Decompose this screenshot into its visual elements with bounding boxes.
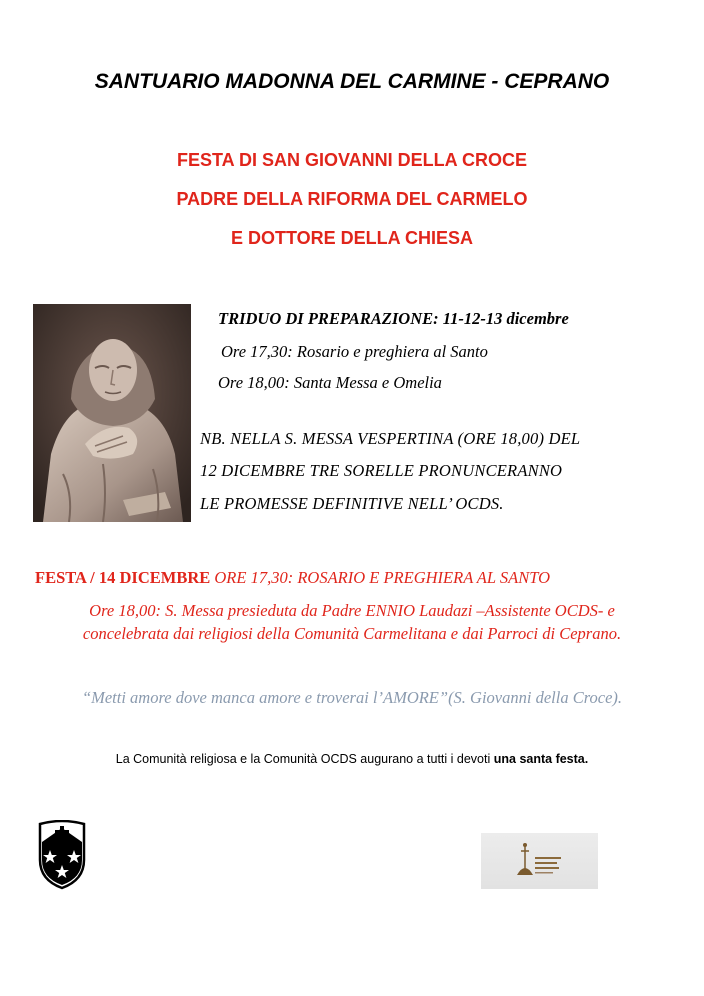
festa-heading-line2: PADRE DELLA RIFORMA DEL CARMELO (176, 189, 528, 209)
festa-day-rosary: ORE 17,30: ROSARIO E PREGHIERA AL SANTO (214, 568, 551, 587)
saint-statue-photo (33, 304, 191, 522)
festa-day-label: FESTA / 14 DICEMBRE (35, 568, 211, 587)
note-line1: NB. NELLA S. MESSA VESPERTINA (ORE 18,00) DEL (200, 429, 581, 448)
saint-statue-illustration (33, 304, 191, 522)
note-line2: 12 DICEMBRE TRE SORELLE PRONUNCERANNO (200, 461, 563, 480)
triduo-rosary: Ore 17,30: Rosario e preghiera al Santo (221, 342, 488, 361)
ocds-logo (481, 833, 598, 889)
triduo-title: TRIDUO DI PREPARAZIONE: 11-12-13 dicembre (218, 309, 569, 328)
festa-heading-line1: FESTA DI SAN GIOVANNI DELLA CROCE (176, 150, 527, 170)
festa-heading-line3: E DOTTORE DELLA CHIESA (230, 228, 473, 248)
festa-day-line1 (35, 568, 550, 588)
note-line3: LE PROMESSE DEFINITIVE NELL’ OCDS. (200, 494, 504, 513)
footer-text: La Comunità religiosa e la Comunità OCDS augurano a tutti i devoti (115, 752, 491, 766)
footer-message (0, 752, 704, 766)
triduo-mass: Ore 18,00: Santa Messa e Omelia (218, 373, 442, 392)
festa-day-line2: Ore 18,00: S. Messa presieduta da Padre ENNIO Laudazi –Assistente OCDS- e (89, 601, 615, 620)
carmelite-shield-logo (36, 820, 88, 890)
quote: “Metti amore dove manca amore e troverai l’AMORE”(S. Giovanni della Croce). (81, 688, 623, 707)
footer-bold: una santa festa. (493, 752, 589, 766)
page-title: SANTUARIO MADONNA DEL CARMINE - CEPRANO (94, 70, 610, 93)
festa-day-line3: concelebrata dai religiosi della Comunità Carmelitana e dai Parroci di Ceprano. (82, 624, 622, 643)
